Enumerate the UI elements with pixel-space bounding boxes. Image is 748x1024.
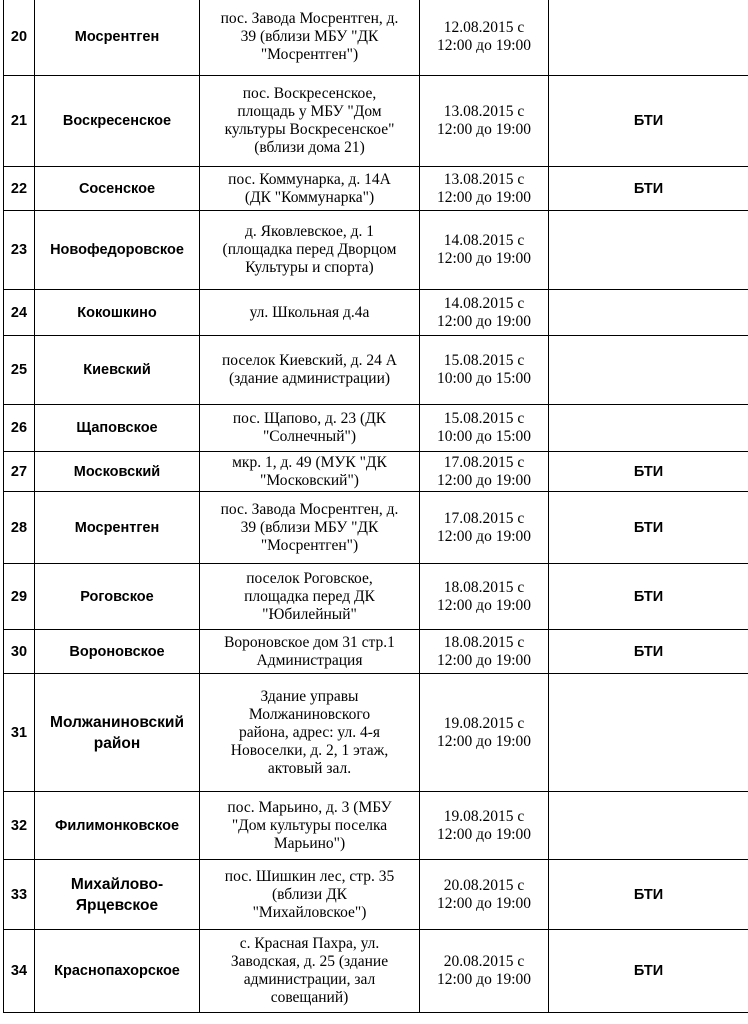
location-address: пос. Воскресенское, площадь у МБУ "Дом культуры Воскресенское" (вблизи дома 21)	[200, 76, 420, 167]
date-time: 14.08.2015 с 12:00 до 19:00	[420, 211, 549, 290]
organization: БТИ	[549, 167, 748, 211]
date-time: 15.08.2015 с 10:00 до 15:00	[420, 405, 549, 452]
table-row	[4, 211, 748, 290]
table-row	[4, 564, 748, 630]
row-number: 22	[4, 167, 35, 211]
location-address: пос. Шишкин лес, стр. 35 (вблизи ДК "Михайловское")	[200, 860, 420, 930]
organization	[549, 792, 748, 860]
location-address: пос. Марьино, д. 3 (МБУ "Дом культуры поселка Марьино")	[200, 792, 420, 860]
district-name: Михайлово- Ярцевское	[35, 860, 200, 930]
district-name: Киевский	[35, 336, 200, 405]
row-number: 20	[4, 0, 35, 76]
date-time: 18.08.2015 с 12:00 до 19:00	[420, 630, 549, 674]
row-number: 32	[4, 792, 35, 860]
table-row	[4, 452, 748, 492]
row-number: 27	[4, 452, 35, 492]
date-time: 12.08.2015 с 12:00 до 19:00	[420, 0, 549, 76]
date-time: 20.08.2015 с 12:00 до 19:00	[420, 930, 549, 1013]
organization	[549, 336, 748, 405]
schedule-table	[3, 0, 748, 1013]
location-address: Здание управы Молжаниновского района, адрес: ул. 4-я Новоселки, д. 2, 1 этаж, актовый зал.	[200, 674, 420, 792]
row-number: 28	[4, 492, 35, 564]
district-name: Кокошкино	[35, 290, 200, 336]
location-address: мкр. 1, д. 49 (МУК "ДК "Московский")	[200, 452, 420, 492]
schedule-table-body	[4, 0, 748, 1013]
date-time: 17.08.2015 с 12:00 до 19:00	[420, 492, 549, 564]
organization: БТИ	[549, 492, 748, 564]
date-time: 15.08.2015 с 10:00 до 15:00	[420, 336, 549, 405]
organization	[549, 0, 748, 76]
table-row	[4, 0, 748, 76]
organization: БТИ	[549, 76, 748, 167]
organization	[549, 211, 748, 290]
row-number: 23	[4, 211, 35, 290]
organization: БТИ	[549, 452, 748, 492]
location-address: с. Красная Пахра, ул. Заводская, д. 25 (здание администрации, зал совещаний)	[200, 930, 420, 1013]
date-time: 18.08.2015 с 12:00 до 19:00	[420, 564, 549, 630]
row-number: 25	[4, 336, 35, 405]
district-name: Воскресенское	[35, 76, 200, 167]
table-row	[4, 76, 748, 167]
table-row	[4, 405, 748, 452]
date-time: 19.08.2015 с 12:00 до 19:00	[420, 792, 549, 860]
location-address: ул. Школьная д.4а	[200, 290, 420, 336]
district-name: Филимонковское	[35, 792, 200, 860]
district-name: Новофедоровское	[35, 211, 200, 290]
district-name: Щаповское	[35, 405, 200, 452]
location-address: д. Яковлевское, д. 1 (площадка перед Дворцом Культуры и спорта)	[200, 211, 420, 290]
date-time: 14.08.2015 с 12:00 до 19:00	[420, 290, 549, 336]
district-name: Молжаниновский район	[35, 674, 200, 792]
location-address: пос. Щапово, д. 23 (ДК "Солнечный")	[200, 405, 420, 452]
location-address: пос. Коммунарка, д. 14А (ДК "Коммунарка")	[200, 167, 420, 211]
table-row	[4, 930, 748, 1013]
date-time: 13.08.2015 с 12:00 до 19:00	[420, 167, 549, 211]
row-number: 24	[4, 290, 35, 336]
table-row	[4, 630, 748, 674]
location-address: поселок Роговское, площадка перед ДК "Юбилейный"	[200, 564, 420, 630]
district-name: Мосрентген	[35, 0, 200, 76]
table-row	[4, 792, 748, 860]
row-number: 29	[4, 564, 35, 630]
organization	[549, 405, 748, 452]
district-name: Вороновское	[35, 630, 200, 674]
district-name: Роговское	[35, 564, 200, 630]
table-row	[4, 674, 748, 792]
row-number: 21	[4, 76, 35, 167]
location-address: пос. Завода Мосрентген, д. 39 (вблизи МБУ "ДК "Мосрентген")	[200, 0, 420, 76]
table-row	[4, 860, 748, 930]
row-number: 30	[4, 630, 35, 674]
row-number: 26	[4, 405, 35, 452]
organization	[549, 674, 748, 792]
organization	[549, 290, 748, 336]
location-address: поселок Киевский, д. 24 А (здание администрации)	[200, 336, 420, 405]
organization: БТИ	[549, 860, 748, 930]
date-time: 19.08.2015 с 12:00 до 19:00	[420, 674, 549, 792]
table-row	[4, 336, 748, 405]
table-row	[4, 167, 748, 211]
table-row	[4, 492, 748, 564]
location-address: Вороновское дом 31 стр.1 Администрация	[200, 630, 420, 674]
date-time: 13.08.2015 с 12:00 до 19:00	[420, 76, 549, 167]
organization: БТИ	[549, 564, 748, 630]
row-number: 31	[4, 674, 35, 792]
date-time: 20.08.2015 с 12:00 до 19:00	[420, 860, 549, 930]
district-name: Московский	[35, 452, 200, 492]
row-number: 33	[4, 860, 35, 930]
row-number: 34	[4, 930, 35, 1013]
district-name: Мосрентген	[35, 492, 200, 564]
organization: БТИ	[549, 930, 748, 1013]
location-address: пос. Завода Мосрентген, д. 39 (вблизи МБУ "ДК "Мосрентген")	[200, 492, 420, 564]
district-name: Сосенское	[35, 167, 200, 211]
organization: БТИ	[549, 630, 748, 674]
district-name: Краснопахорское	[35, 930, 200, 1013]
table-row	[4, 290, 748, 336]
date-time: 17.08.2015 с 12:00 до 19:00	[420, 452, 549, 492]
